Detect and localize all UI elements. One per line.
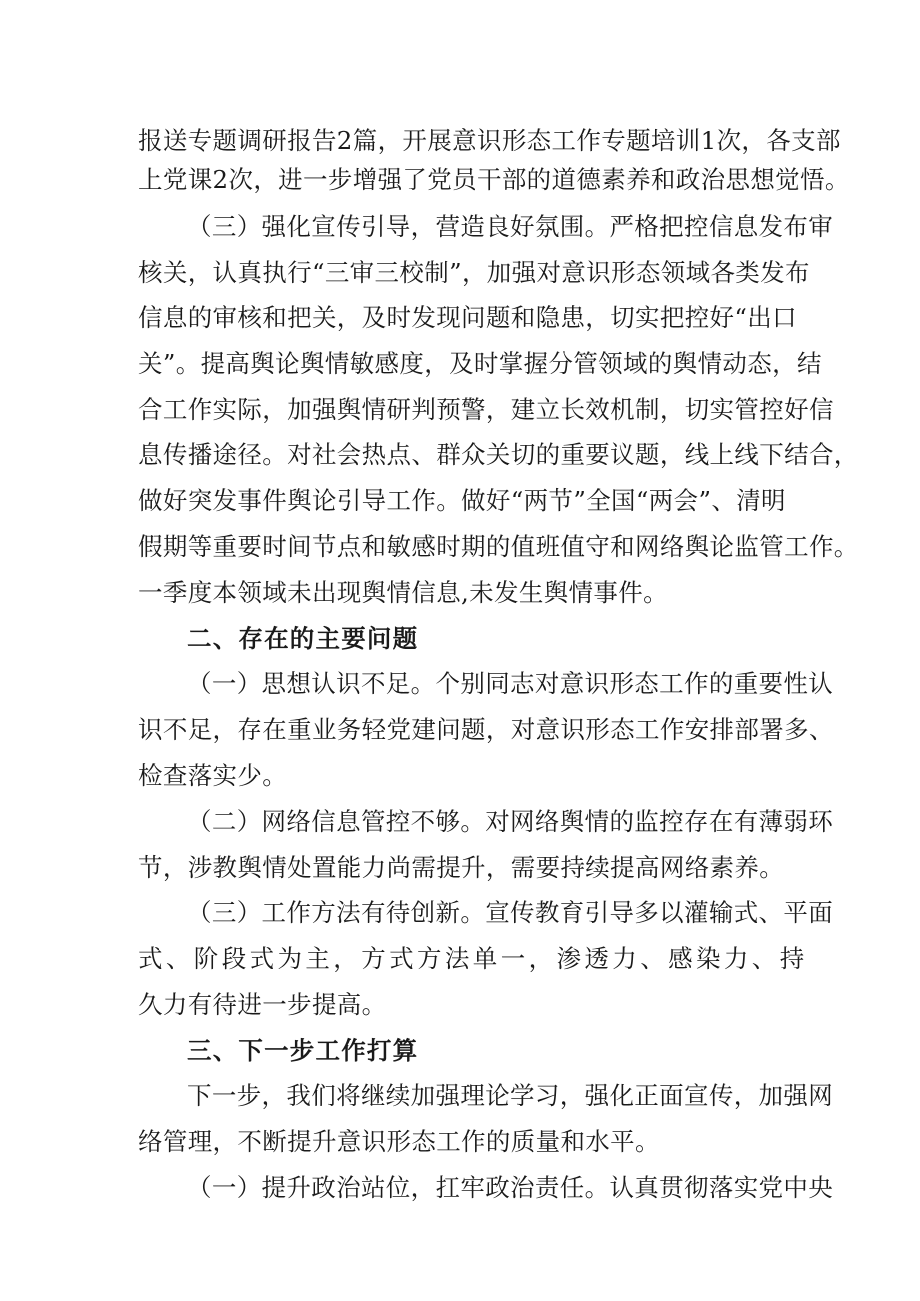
text-line: 式、阶段式为主，方式方法单一，渗透力、感染力、持	[138, 944, 808, 973]
text-line: 关”。提高舆论舆情敏感度，及时掌握分管领域的舆情动态，结	[138, 349, 822, 378]
text-line: 报送专题调研报告2篇，开展意识形态工作专题培训1次，各支部	[138, 126, 841, 155]
section-paragraph-start: （三）强化宣传引导，营造良好氛围。严格把控信息发布审	[187, 212, 834, 241]
section-paragraph-start: 下一步，我们将继续加强理论学习，强化正面宣传，加强网	[187, 1081, 834, 1110]
text-line: 节，涉教舆情处置能力尚需提升，需要持续提高网络素养。	[138, 853, 785, 882]
section-heading: 二、存在的主要问题	[187, 624, 419, 653]
text-line: 做好突发事件舆论引导工作。做好“两节”全国“两会”、清明	[138, 486, 786, 515]
section-heading: 三、下一步工作打算	[187, 1036, 419, 1065]
section-paragraph-start: （三）工作方法有待创新。宣传教育引导多以灌输式、平面	[187, 898, 834, 927]
text-line: 络管理，不断提升意识形态工作的质量和水平。	[138, 1127, 660, 1156]
text-line: 息传播途径。对社会热点、群众关切的重要议题，线上线下结合，	[138, 440, 859, 469]
text-line: 检查落实少。	[138, 761, 288, 790]
section-paragraph-start: （一）提升政治站位，扛牢政治责任。认真贯彻落实党中央	[187, 1173, 834, 1202]
text-line: 上党课2次，进一步增强了党员干部的道德素养和政治思想觉悟。	[138, 165, 850, 194]
text-line: 假期等重要时间节点和敏感时期的值班值守和网络舆论监管工作。	[138, 532, 859, 561]
text-line: 识不足，存在重业务轻党建问题，对意识形态工作安排部署多、	[138, 715, 834, 744]
text-line: 一季度本领域未出现舆情信息,未发生舆情事件。	[138, 578, 668, 607]
text-line: 久力有待进一步提高。	[138, 990, 387, 1019]
text-line: 信息的审核和把关，及时发现问题和隐患，切实把控好“出口	[138, 303, 797, 332]
text-line: 合工作实际，加强舆情研判预警，建立长效机制，切实管控好信	[138, 395, 834, 424]
section-paragraph-start: （一）思想认识不足。个别同志对意识形态工作的重要性认	[187, 669, 834, 698]
text-line: 核关，认真执行“三审三校制”，加强对意识形态领域各类发布	[138, 258, 810, 287]
section-paragraph-start: （二）网络信息管控不够。对网络舆情的监控存在有薄弱环	[187, 807, 834, 836]
